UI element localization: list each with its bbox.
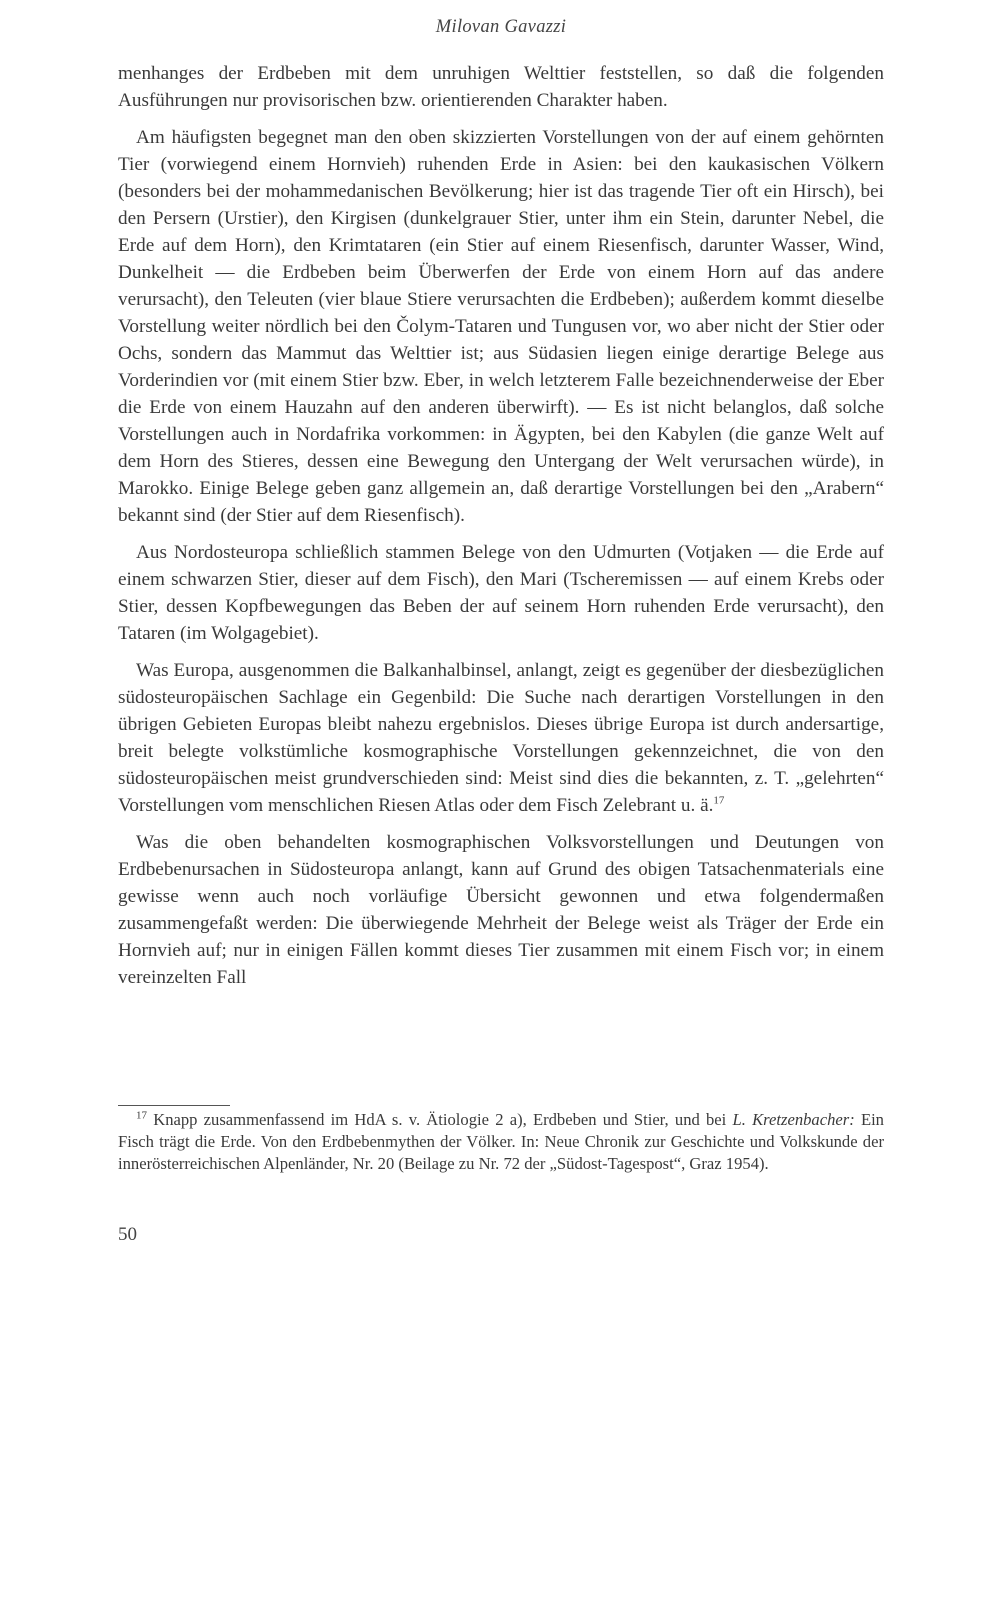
paragraph-5: Was die oben behandelten kosmographischen Volksvorstellungen und Deutungen von Erdbebenursachen in Südosteuropa anlangt, kann auf Grund des obigen Tatsachenmaterials eine gewisse wenn auch noch vorläufige Übersicht gewonnen und etwa folgendermaßen zusammengefaßt werden: Die überwiegende Mehrheit der Belege weist als Träger der Erde ein Hornvieh auf; nur in einigen Fällen kommt dieses Tier zusammen mit einem Fisch vor; in einem vereinzelten Fall (118, 832, 884, 988)
footnote-author: L. Kretzenbacher: (732, 1110, 855, 1129)
footnote-text-after: Ein Fisch trägt die Erde. Von den Erdbebenmythen der Völker. In: Neue Chronik zur Geschichte und Volkskunde der innerösterreichischen Alpenländer, Nr. 20 (Beilage zu Nr. 72 der „Südost-Tagespost“, Graz 1954). (118, 1110, 884, 1173)
running-head: Milovan Gavazzi (435, 17, 567, 37)
footnote-17 (118, 1109, 884, 1175)
footnote-text-before: Knapp zusammenfassend im HdA s. v. Ätiologie 2 a), Erdbeben und Stier, und bei (153, 1110, 727, 1129)
paragraph-2: Am häufigsten begegnet man den oben skizzierten Vorstellungen von der auf einem gehörnten Tier (vorwiegend einem Hornvieh) ruhenden Erde in Asien: bei den kaukasischen Völkern (besonders bei der mohammedanischen Bevölkerung; hier ist das tragende Tier oft ein Hirsch), bei den Persern (Urstier), den Kirgisen (dunkelgrauer Stier, unter ihm ein Stein, darunter Nebel, die Erde auf dem Horn), den Krimtataren (ein Stier auf einem Riesenfisch, darunter Wasser, Wind, Dunkelheit — die Erdbeben beim Überwerfen der Erde von einem Horn auf das andere verursacht), den Teleuten (vier blaue Stiere verursachten die Erdbeben); außerdem kommt dieselbe Vorstellung weiter nördlich bei den Čolym-Tataren und Tungusen vor, wo aber nicht der Stier oder Ochs, sondern das Mammut das Welttier ist; aus Südasien liegen einige derartige Belege aus Vorderindien vor (mit einem Stier bzw. Eber, in welch letzterem Falle bezeichnenderweise der Eber die Erde von einem Hauzahn auf den anderen überwirft). — Es ist nicht belanglos, daß solche Vorstellungen auch in Nordafrika vorkommen: in Ägypten, bei den Kabylen (die ganze Welt auf dem Horn des Stieres, dessen eine Bewegung den Untergang der Welt verursachen würde), in Marokko. Einige Belege geben ganz allgemein an, daß derartige Vorstellungen bei den „Arabern“ bekannt sind (der Stier auf dem Riesenfisch). (118, 127, 884, 526)
paragraph-1: menhanges der Erdbeben mit dem unruhigen Welttier feststellen, so daß die folgenden Ausführungen nur provisorischen bzw. orientierenden Charakter haben. (118, 63, 884, 111)
footnote-rule (118, 1105, 230, 1106)
footnote-ref-17: 17 (713, 794, 725, 807)
paragraph-4 (118, 657, 884, 819)
page-number: 50 (118, 1224, 137, 1245)
paragraph-4-text: Was Europa, ausgenommen die Balkanhalbinsel, anlangt, zeigt es gegenüber der diesbezüglichen südosteuropäischen Sachlage ein Gegenbild: Die Suche nach derartigen Vorstellungen in den übrigen Gebieten Europas bleibt nahezu ergebnislos. Dieses übrige Europa ist durch andersartige, breit belegte volkstümliche kosmographische Vorstellungen gekennzeichnet, die von den südosteuropäischen meist grundverschieden sind: Meist sind dies die bekannten, z. T. „gelehrten“ Vorstellungen vom menschlichen Riesen Atlas oder dem Fisch Zelebrant u. ä. (118, 660, 884, 816)
footnote-number: 17 (136, 1109, 147, 1122)
paragraph-3: Aus Nordosteuropa schließlich stammen Belege von den Udmurten (Votjaken — die Erde auf einem schwarzen Stier, dieser auf dem Fisch), den Mari (Tscheremissen — auf einem Krebs oder Stier, dessen Kopfbewegungen das Beben der auf seinem Horn ruhenden Erde verursacht), den Tataren (im Wolgagebiet). (118, 542, 884, 644)
body-text (118, 60, 884, 1001)
